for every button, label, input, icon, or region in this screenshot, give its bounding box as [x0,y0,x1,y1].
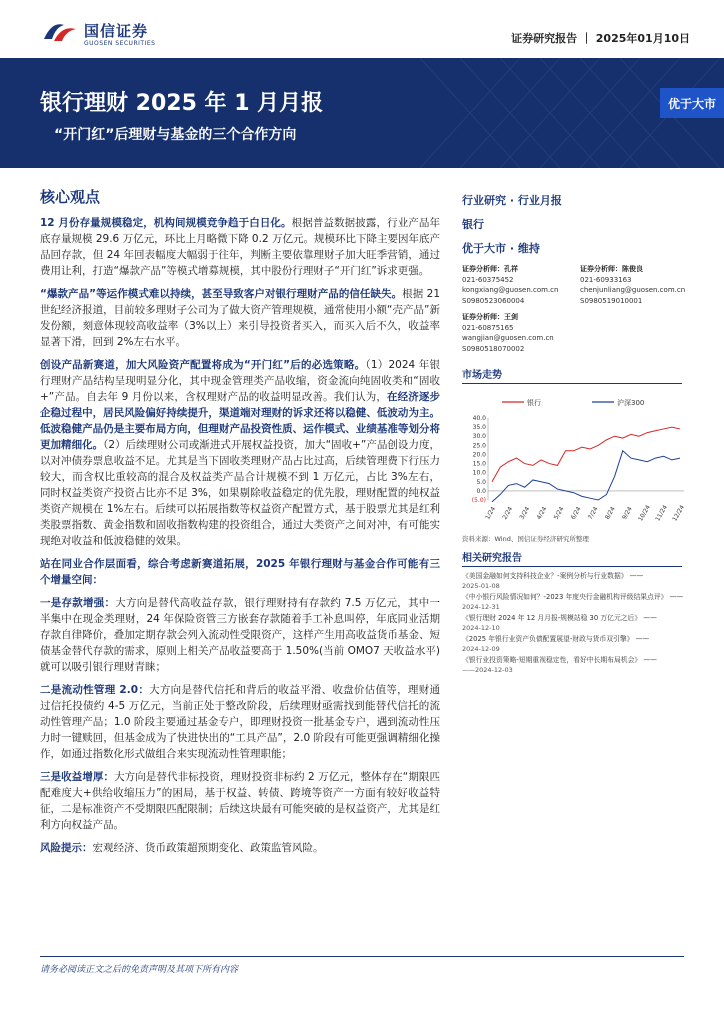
analyst-code: S0980518070002 [462,344,525,353]
analyst-email[interactable]: kongxiang@guosen.com.cn [462,286,559,294]
x-tick-label: 1/24 [484,505,498,521]
related-date: 2024-12-10 [462,624,500,632]
analyst-phone: 021-60875165 [462,323,514,332]
y-tick-label: 5.0 [476,478,486,486]
rating-badge: 优于大市 [660,88,724,118]
section-title: 核心观点 [40,188,101,206]
x-tick-label: 5/24 [552,505,566,521]
related-date: ——2024-12-03 [462,666,513,674]
analyst-card [462,264,572,306]
market-chart [462,392,692,532]
sidebar [462,192,702,676]
related-report[interactable]: 《银行业投资策略-短期重视稳定性，看好中长期布局机会》 —— [462,656,657,664]
analyst-card [462,312,572,354]
analyst-role: 证券分析师： [462,265,504,273]
related-date: 2024-12-31 [462,603,500,611]
paragraph-7 [40,769,440,833]
paragraph-3 [40,357,440,549]
analyst-code: S0980523060004 [462,296,525,305]
p3-text-b: （2）后续理财公司或渐进式开展权益投资，加大“固收+”产品创设力度，以对冲债券票息收益不足。尤其是当下固收类理财产品占比过高，后续管理费下行压力较大，而含权比重较高的混合及权益类产品合计规模不到 1 万亿元，占比 3%左右，同时权益类资产投资占比亦不足 3%，如果剔除收益稳定的优先股，理财配置的纯权益类资产规模在 1%左右。后续可以拓展指数等权益资产配置方式，基于股票尤其是红利类股票指数、黄金指数和固收指数构建的投资组合，通过大类资产之间对冲，有可能实现绝对收益和低波稳健的效果。 [40,439,440,547]
p6-bold: 二是流动性管理 2.0： [40,684,150,696]
related-report[interactable]: 《中小银行风险情况如何？-2023 年度央行金融机构评级结果点评》 —— [462,593,684,601]
x-tick-label: 3/24 [518,505,532,521]
paragraph-8 [40,840,440,856]
p6-text: 大方向是替代信托和背后的收益平滑、收盘价估值等，理财通过信托投债约 4-5 万亿元，当前正处于整改阶段，后续理财亟需找到能替代信托的流动性管理产品；1.0 阶段主要通过基金专户，即理财投资一批基金专户，遇到流动性压力时一键赎回，但基金成为了快进快出的“工具产品”，2.0 阶段有可能更强调精细化操作，如通过指数化形式做组合来实现流动性管理职能； [40,684,440,760]
analyst-email[interactable]: chenjunliang@guosen.com.cn [580,286,686,294]
y-tick-label: 0.0 [476,487,486,495]
top-bar [0,0,724,58]
guosen-logo-icon [42,19,78,45]
title-banner [0,58,724,168]
x-tick-label: 12/24 [671,504,687,523]
analyst-code: S0980519010001 [580,296,643,305]
related-title: 相关研究报告 [462,549,682,567]
p3-bold: 创设产品新赛道，加大风险资产配置将成为“开门红”后的必选策略。 [40,359,366,371]
report-tag: 证券研究报告 ｜ 2025年01月10日 [511,32,690,45]
market-trend-title: 市场走势 [462,366,682,384]
analyst-phone: 021-60375452 [462,275,514,284]
analyst-list [462,264,702,360]
footer-disclaimer: 请务必阅读正文之后的免责声明及其项下所有内容 [40,965,239,975]
p7-text: 大方向是替代非标投资，理财投资非标约 2 万亿元，整体存在“期限匹配难度大+供给收缩压力”的困局，基于权益、转债、跨境等资产一方面有较好收益特征，二是标准资产不受期限匹配限制；后续这块最有可能突破的是权益资产，尤其是红利方向权益产品。 [40,771,441,831]
series-line-bank [492,427,680,482]
logo-subtext: GUOSEN SECURITIES [84,40,156,47]
paragraph-2 [40,286,440,350]
x-tick-label: 7/24 [586,505,600,521]
p3-text-a: （1）2024 年银行理财产品结构呈现明显分化，其中现金管理类产品收缩，资金流向纯固收类和“固收+”产品。自去年 9 月份以来，含权理财产品的收益明显改善。我们认为， [40,359,440,403]
rating-line: 优于大市 · 维持 [462,242,540,255]
analyst-phone: 021-60933163 [580,275,632,284]
chart-source: 资料来源：Wind、国信证券经济研究所整理 [462,535,589,543]
logo-text: 国信证券 [84,22,149,40]
p3-highlight: 在经济逐步企稳过程中，居民风险偏好持续提升，渠道端对理财的诉求还将以稳健、低波动为主。低波稳健产品仍是主要布局方向，但理财产品投资性质、运作模式、业绩基准等划分将更加精细化。 [40,391,440,451]
x-tick-label: 6/24 [569,505,583,521]
paragraph-5 [40,595,440,675]
y-tick-label: 25.0 [472,442,486,450]
paragraph-1 [40,215,440,279]
x-tick-label: 9/24 [621,505,634,521]
x-tick-label: 11/24 [654,504,669,523]
legend-label: 沪深300 [617,399,645,407]
x-tick-label: 4/24 [535,505,549,521]
analyst-email[interactable]: wangjian@guosen.com.cn [462,334,554,342]
analyst-card [580,264,698,306]
p8-bold: 风险提示： [40,842,93,854]
analyst-role: 证券分析师： [462,313,504,321]
y-tick-label: 30.0 [472,433,486,441]
market-chart-svg [462,392,692,532]
x-tick-label: 10/24 [637,504,652,523]
report-title: 银行理财 2025 年 1 月月报 [40,91,324,116]
y-tick-label: 35.0 [472,424,486,432]
analyst-name: 王剑 [504,313,518,321]
p7-bold: 三是收益增厚： [40,771,115,783]
x-tick-label: 2/24 [501,505,515,521]
y-tick-label: 40.0 [472,415,486,422]
related-date: 2025-01-08 [462,582,500,590]
p1-bold: 12 月份存量规模稳定，机构间规模竞争趋于白日化。 [40,217,292,229]
y-tick-label: 10.0 [472,469,486,477]
footer-divider [40,956,684,957]
legend-label: 银行 [527,399,541,407]
p2-text: 根据 21 世纪经济报道，目前较多理财子公司为了做大资产管理规模，通常使用小额“壳产品”新发份额，刻意体现较高收益率（3%以上）来引导投资者买入，而买入后不久，收益率显著下滑，回到 2%左右水平。 [40,288,440,348]
related-report[interactable]: 《2025 年银行业资产负债配置展望-财政与货币双引擎》 —— [462,635,650,643]
p5-text: 大方向是替代高收益存款，银行理财持有存款约 7.5 万亿元，其中一半集中在现金类理财，24 年保险资管三方嵌套存款随着手工补息叫停，年底同业活期存款自律降价，叠加定期存款会列入流动性受限资产，这样产生用高收益货币基金、短债基金替代存款的需求，原则上相关产品收益要高于 1.50%(当前 OMO7 天收益水平)就可以吸引银行理财青睐； [40,597,441,673]
p1-text: 根据普益数据披露，行业产品年底存量规模 29.6 万亿元，环比上月略微下降 0.2 万亿元。规模环比下降主要因年底产品回存款，但 24 年回表幅度大幅弱于往年，判断主要依靠理财子加大旺季营销，通过费用让利，打造“爆款产品”等模式增募规模，其中股份行理财子“开门红”诉求更强。 [40,217,440,277]
series-line-csi300 [492,451,680,502]
y-tick-label: 15.0 [472,460,486,468]
analyst-name: 陈俊良 [622,265,643,273]
y-tick-label: (5.0) [471,497,486,504]
related-list [462,571,702,674]
industry-label: 行业研究 · 行业月报 [462,194,562,207]
p2-bold: “爆款产品”等运作模式难以持续，甚至导致客户对银行理财产品的信任缺失。 [40,288,403,300]
analyst-name: 孔祥 [504,265,518,273]
paragraph-4: 站在同业合作层面看，综合考虑新赛道拓展，2025 年银行理财与基金合作可能有三个增量空间： [40,558,440,586]
p8-text: 宏观经济、货币政策超预期变化、政策监管风险。 [92,842,324,854]
report-subtitle: “开门红”后理财与基金的三个合作方向 [54,127,297,143]
analyst-role: 证券分析师： [580,265,622,273]
sector-label: 银行 [462,218,484,231]
core-views [40,186,440,863]
paragraph-6 [40,682,440,762]
y-tick-label: 20.0 [472,451,486,459]
x-tick-label: 8/24 [603,505,617,521]
related-report[interactable]: 《美国金融如何支持科技企业？-案例分析与行业数据》 —— [462,572,644,580]
related-date: 2024-12-09 [462,645,500,653]
related-report[interactable]: 《银行理财 2024 年 12 月月报-规模站稳 30 万亿元之后》 —— [462,614,657,622]
p5-bold: 一是存款增强： [40,597,116,609]
